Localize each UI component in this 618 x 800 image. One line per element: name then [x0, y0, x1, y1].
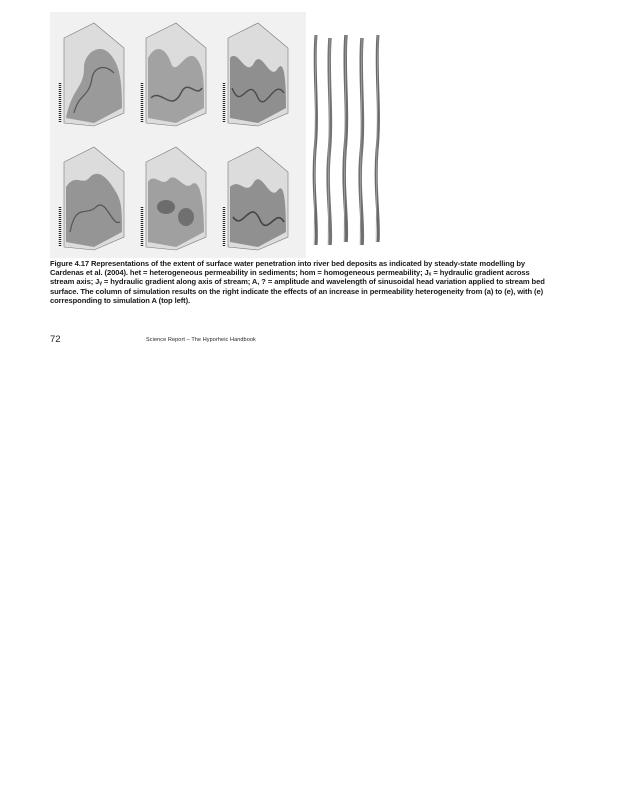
figure-caption [50, 259, 550, 305]
surface-plot-f [218, 142, 294, 252]
footer-title: Science Report – The Hyporheic Handbook [146, 337, 256, 343]
surface-plot-image [218, 18, 294, 128]
simulation-column-image [310, 30, 392, 250]
surface-plot-e [136, 142, 212, 252]
simulation-stack-plot [310, 30, 392, 250]
surface-plot-image [136, 18, 212, 128]
surface-plot-a [54, 18, 130, 128]
surface-plot-image [54, 142, 130, 252]
surface-plot-image [136, 142, 212, 252]
surface-plot-c [218, 18, 294, 128]
figure-panels [50, 12, 306, 258]
surface-plot-b [136, 18, 212, 128]
surface-plot-d [54, 142, 130, 252]
surface-plot-image [54, 18, 130, 128]
figure-caption-label: Figure 4.17 [50, 259, 89, 268]
surface-plot-image [218, 142, 294, 252]
figure-caption-text: Representations of the extent of surface water penetration into river bed deposits as indicated by steady-state modelling by Cardenas et al. (2004). het = heterogeneous permeability in sediments; hom = homogeneous permeability; Jₓ = hydraulic gradient across stream axis; Jᵧ = hydraulic gradient along axis of stream; A, ? = amplitude and wavelength of sinusoidal head variation applied to stream bed surface. The column of simulation results on the right indicate the effects of an increase in permeability heterogeneity from (a) to (e), with (e) corresponding to simulation A (top left). [50, 259, 545, 305]
page-number: 72 [50, 334, 61, 345]
